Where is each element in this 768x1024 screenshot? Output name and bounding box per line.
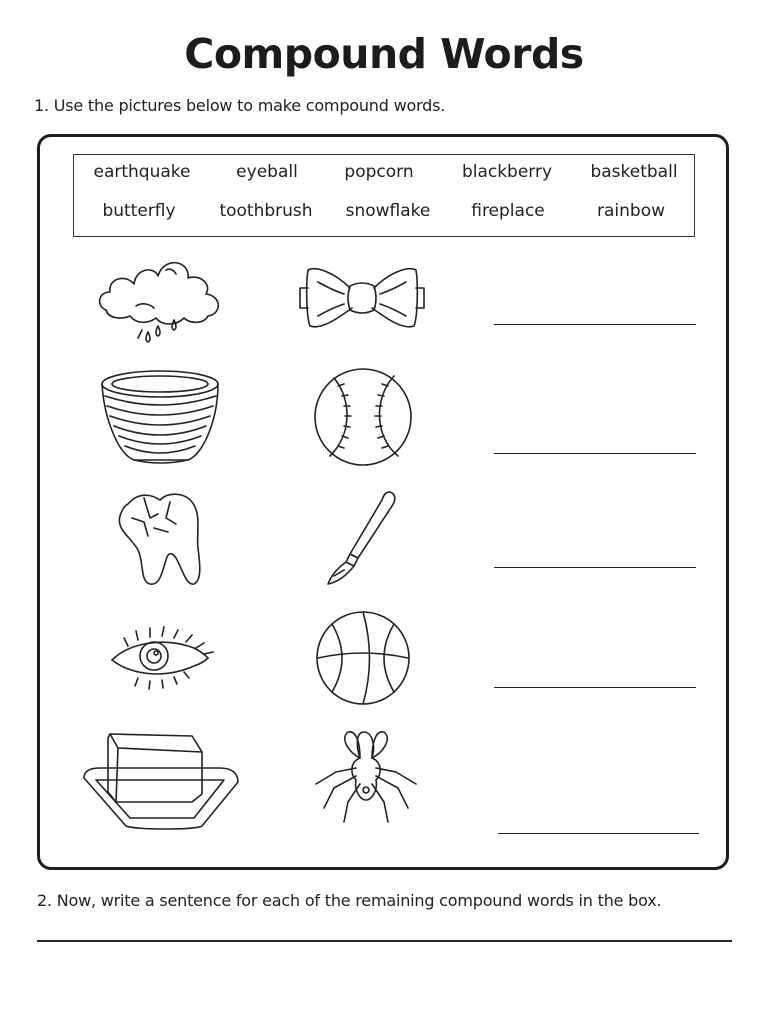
fly-icon <box>310 728 418 826</box>
word-bank-item: rainbow <box>597 201 665 221</box>
word-bank-item: popcorn <box>344 162 414 182</box>
butter-icon <box>80 730 242 830</box>
ball-icon <box>314 608 412 708</box>
word-bank-item: toothbrush <box>219 201 313 221</box>
paint-brush-icon <box>324 488 402 588</box>
word-bank-item: butterfly <box>102 201 176 221</box>
answer-line[interactable] <box>494 453 696 454</box>
instruction-two: 2. Now, write a sentence for each of the remaining compound words in the box. <box>37 891 662 910</box>
baseball-icon <box>312 366 414 468</box>
bow-tie-icon <box>298 264 428 336</box>
basket-icon <box>100 368 222 466</box>
word-bank-item: snowflake <box>345 201 431 221</box>
sentence-writing-line[interactable] <box>37 940 732 942</box>
word-bank-item: fireplace <box>471 201 545 221</box>
answer-line[interactable] <box>498 833 699 834</box>
instruction-one: 1. Use the pictures below to make compound words. <box>34 96 446 115</box>
answer-line[interactable] <box>494 324 696 325</box>
word-bank-item: blackberry <box>461 162 553 182</box>
word-bank-item: eyeball <box>236 162 298 182</box>
answer-line[interactable] <box>494 567 696 568</box>
answer-line[interactable] <box>494 687 696 688</box>
eye-icon <box>108 624 216 694</box>
word-bank-item: basketball <box>590 162 678 182</box>
rain-cloud-icon <box>96 248 226 348</box>
word-bank-item: earthquake <box>93 162 191 182</box>
tooth-icon <box>114 488 206 588</box>
worksheet-title: Compound Words <box>184 30 584 78</box>
